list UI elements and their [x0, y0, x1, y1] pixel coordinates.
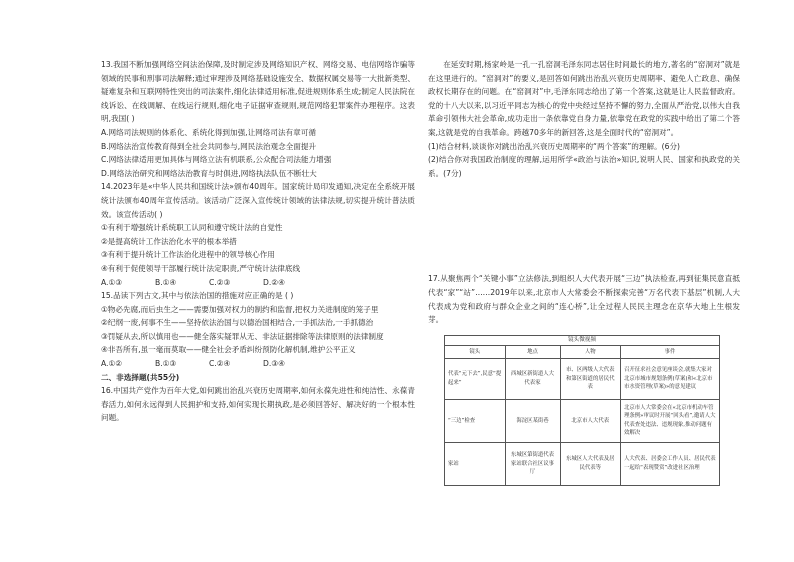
question-15-stem: 15.品读下列古文,其中与依法治国的措施对应正确的是 ( ): [101, 291, 294, 301]
question-15-item-3: ③罚疑从去,所以慎用也——健全落实疑罪从无、非法证据排除等法律原则的法律制度: [101, 331, 384, 341]
table-cell: 北京市人大常委会在«北京市机动车管理条例»审议时开展“回头看”,邀请人大代表查处违法、违规现象,推动问题有效解决: [621, 399, 720, 442]
table-cell: 东城区第街道代表家站联合社区议事厅: [505, 442, 560, 485]
answer-choice: C.②③: [209, 277, 231, 287]
question-14-answers: [101, 276, 415, 290]
question-13-option-b: B.网络法治宣传教育得到全社会共同参与,网民法治观念全面提升: [101, 141, 317, 151]
left-column: [101, 58, 415, 425]
table-cell: 东城区人大代表及居民代表等: [560, 442, 621, 485]
table-header: 人物: [560, 345, 621, 358]
question-15-item-2: ②纪纲一废,何事不生——坚持依法治国与以德治国相结合,一手抓法治,一手抓德治: [101, 318, 374, 328]
table-header: 地点: [505, 345, 560, 358]
question-15-answers: [101, 357, 415, 371]
question-14-item-4: ④有利于促使领导干部履行统计法定职责,严守统计法律底线: [101, 263, 301, 273]
table-cell: 代表“元下去”,民意“提起来”: [445, 358, 506, 399]
question-14-item-3: ③有利于提升统计工作法治化进程中的领导核心作用: [101, 250, 275, 260]
answer-choice: C.②④: [209, 359, 231, 369]
answer-choice: B.①③: [155, 359, 177, 369]
question-13-option-a: A.网络司法规则的体系化、系统化得到加强,让网络司法有章可循: [101, 127, 316, 137]
question-14-item-2: ②是提高统计工作法治化水平的根本举措: [101, 236, 237, 246]
table-header: 镜头: [445, 345, 506, 358]
table-header-row: [445, 345, 720, 358]
question-15-item-1: ①物必先腐,而后虫生之——需要加强对权力的制约和监督,把权力关进制度的笼子里: [101, 304, 379, 314]
table-cell: 召开征求社会意见座谈会,就集大家对北京市城市规划条例(草案)和«北京市市水资管理(草案)»的意见建议: [621, 358, 720, 399]
table-row: [445, 358, 720, 399]
question-13-option-c: C.网络法律适用更加具体与网络立法有机联系,公众配合司法能力增强: [101, 155, 332, 165]
question-16-sub-2: (2)结合你对我国政治制度的理解,运用所学«政治与法治»知识,说明人民、国家和执政党的关系。(7分): [428, 155, 740, 178]
table-row: [445, 442, 720, 485]
answer-choice: A.①②: [101, 359, 123, 369]
table-cell: “三边”检查: [445, 399, 506, 442]
table-row: [445, 399, 720, 442]
question-13-option-d: D.网络法治研究和网络法治教育与时俱进,网络执法队伍不断壮大: [101, 168, 317, 178]
question-17-stem: 17.从聚焦两个“关键小事”立法修法,到组织人大代表开展“三边”执法检查,再到征集民意直抵代表“家”“站”……2019年以来,北京市人大常委会不断探索完善“万名代表下基层”机制,人大代表成为党和政府与群众企业之间的“连心桥”,让全过程人民民主理念在京华大地上生根发芽。: [428, 274, 740, 325]
answer-choice: D.②④: [263, 277, 285, 287]
table-cell: 家站: [445, 442, 506, 485]
question-16-stem: 16.中国共产党作为百年大党,如何跳出治乱兴衰历史周期率,如何永葆先进性和纯洁性、永葆青春活力,如何永远得到人民拥护和支持,如何实现长期执政,是必须回答好、解决好的一个根本性问题。: [101, 386, 415, 423]
section-heading: 二、非选择题(共55分): [101, 372, 180, 382]
table-cell: 北京市人大代表: [560, 399, 621, 442]
answer-choice: A.①③: [101, 277, 123, 287]
answer-choice: D.③④: [263, 359, 285, 369]
table-cell: 海淀区某街巷: [505, 399, 560, 442]
table-cell: 西城区新街道人大代表家: [505, 358, 560, 399]
table-cell: 市、区两级人大代表和第区街道的居民代表: [560, 358, 621, 399]
table-header: 事件: [621, 345, 720, 358]
table-title: 镜头微视频: [444, 335, 720, 345]
answer-choice: B.①④: [155, 277, 177, 287]
question-16-material: 在延安时期,杨家岭是一孔一孔窑洞毛泽东同志居住时间最长的地方,著名的“窑洞对”就是在这里进行的。“窑洞对”的要义,是回答如何跳出治乱兴衰历史周期率、避免人亡政息、确保政权长期存在的问题。在“窑洞对”中,毛泽东同志给出了第一个答案,这就是让人民监督政府。党的十八大以来,以习近平同志为核心的党中央经过坚持不懈的努力,全面从严治党,以伟大自我革命引领伟大社会革命,成功走出一条依靠党自身力量,依靠党在政党的实践中给出了第二个答案,这就是党的自我革命。跨越70多年的新回答,这是全面时代的“窑洞对”。: [428, 60, 740, 137]
question-14-item-1: ①有利于增强统计系统职工认同和遵守统计法的自觉性: [101, 223, 283, 233]
answer-space: [428, 180, 740, 272]
question-14-stem: 14.2023年是«中华人民共和国统计法»颁布40周年。国家统计局印发通知,决定在全系统开展统计法颁布40周年宣传活动。该活动广泛深入宣传统计领域的法律法规,切实提升统计普法质效。该宣传活动( ): [101, 182, 415, 219]
right-column: [428, 58, 740, 486]
question-13-stem: 13.我国不断加强网络空间法治保障,及时制定涉及网络知识产权、网络交易、电信网络诈骗等领域的民事和刑事司法解释;通过审理涉及网络基础设施安全、数据权属交易等一大批新类型、疑难复杂和互联网特性突出的司法案件,细化法律适用标准,促进规则体系生成;制定人民法院在线诉讼、在线调解、在线运行规则,细化电子证据审查规则,规范网络犯罪案件办理程序。这表明,我国( ): [101, 60, 415, 124]
material-table: [444, 335, 720, 486]
question-16-sub-1: (1)结合材料,谈谈你对跳出治乱兴衰历史周期率的“两个答案”的理解。(6分): [428, 141, 681, 151]
question-15-item-4: ④非吾所有,虽一毫而莫取——健全社会矛盾纠纷预防化解机制,维护公平正义: [101, 345, 356, 355]
table-cell: 人大代表、居委会工作人员、居民代表一起给“表现赞赏”改进社区治理: [621, 442, 720, 485]
